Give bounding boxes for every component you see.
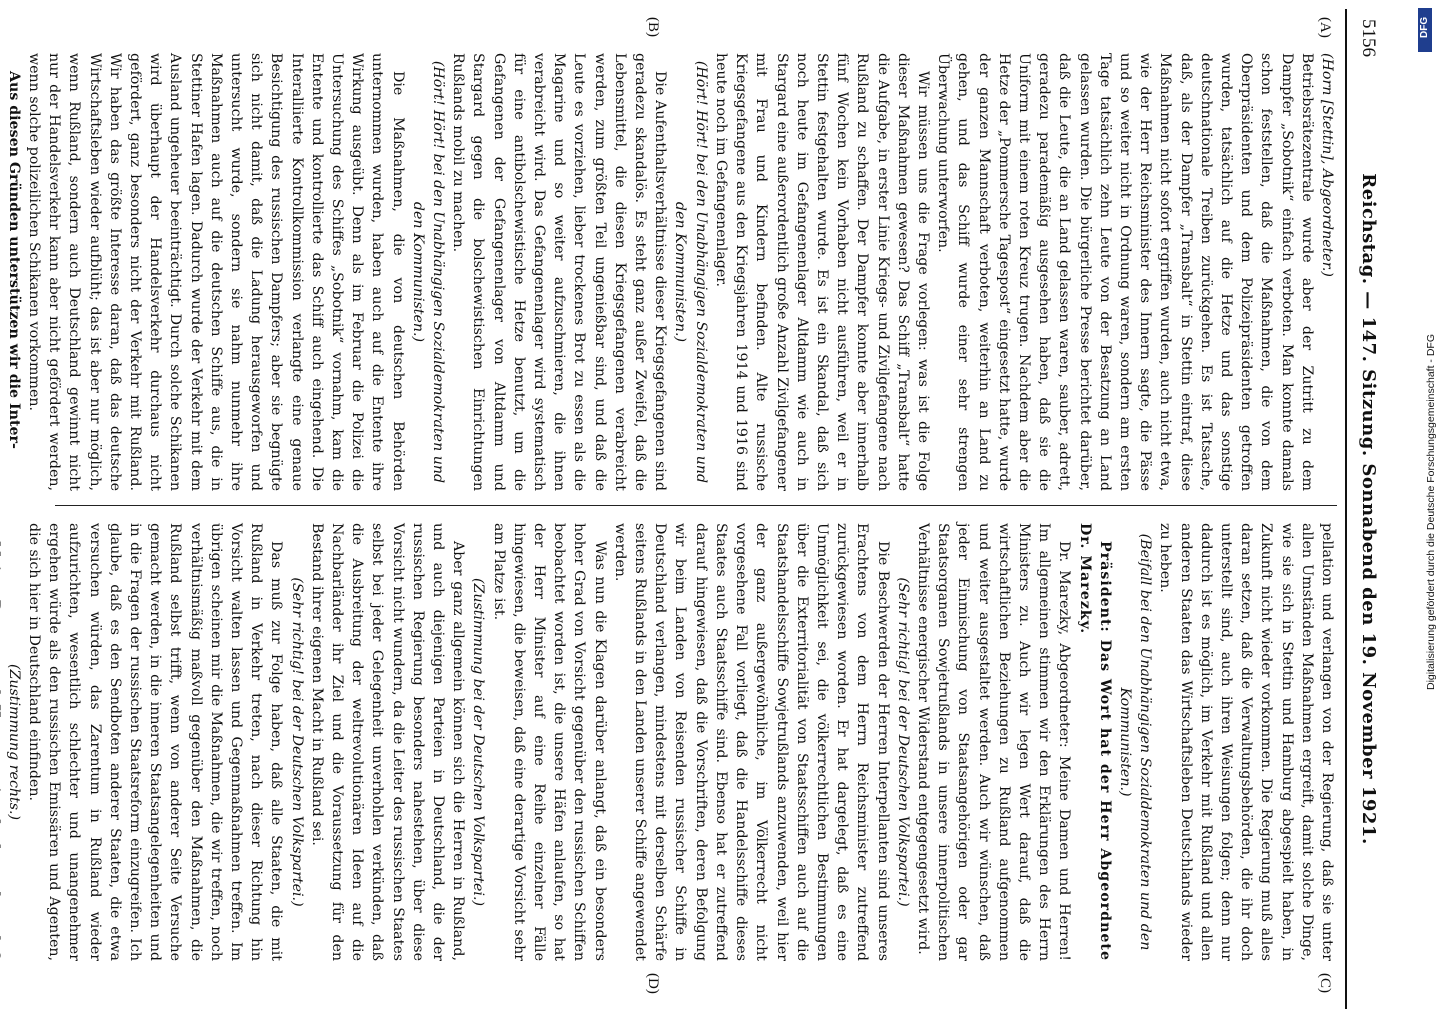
speaker-continuation: (Horn [Stettin], Abgeordneter.) <box>1319 53 1335 277</box>
paragraph: Was nun die Klagen darüber anlangt, daß ein besonders hoher Grad von Vorsicht gegenüber den russischen Schiffen beobachtet worden ist, die unsere Häfen anlaufen, so hat der Herr Minister auf eine Reihe einzelner Fälle hingewiesen, die beweisen, daß eine derartige Vorsicht sehr am Platze ist. <box>490 523 608 961</box>
interjection: (Zustimmung bei der Deutschen Volkspartei.) <box>470 577 487 907</box>
paragraph: Die Aufenthaltsverhältnisse dieser Kriegsgefangenen sind geradezu skandalös. Es steht ganz außer Zweifel, daß die Lebensmittel, die diesen Kriegsgefangenen verabreicht werden, zum größten Teil ungenießbar sind, und daß die Leute es vorziehen, lieber trockenes Brot zu essen als die Magarine und so weiter aufzuschmieren, die ihnen verabreicht wird. Das Gefangenenlager wird systematisch für eine antibolschewistische Hetze benutzt, um die Gefangenen der Gefangenenlager von Altdamm und Stargard gegen die bolschewistischen Einrichtungen Rußlands mobil zu machen. <box>450 53 669 491</box>
right-column <box>5 523 1337 961</box>
paragraph: Die Beschwerden der Herren Interpellanten sind unseres Erachtens von dem Herrn Reichsminister zutreffend zurückgewiesen worden. Er hat dargelegt, daß es eine Unmöglichkeit sei, die völkerrechtlichen Bestimmungen über die Exterritorialität von Staatsschiffen auch auf die Staatshandelsschiffe Sowjetrußlands anzuwenden, weil hier der ganz außergewöhnliche, im Völkerrecht nicht vorgesehene Fall vorliegt, daß die Handelsschiffe dieses Staates auch Staatsschiffe sind. Ebenso hat er zutreffend darauf hingewiesen, daß die Vorschriften, deren Befolgung wir beim Landen von Reisenden russischer Schiffe in Deutschland verlangen, mindestens mit derselben Schärfe seitens Rußlands in den Landen unserer Schiffe angewendet werden. <box>611 523 891 961</box>
speaker-opening: Dr. Marezky, Abgeordneter: Meine Damen und Herren! Im allgemeinen stimmen wir den Erklärungen des Herrn Ministers zu. Auch wir legen Wert darauf, daß die wirtschaftlichen Beziehungen zu Rußland aufgenommen und weiter ausgestaltet werden. Auch wir wünschen, daß jeder Einmischung von Staatsangehörigen oder gar Staatsorganen Sowjetrußlands in unsere innerpolitischen Verhältnisse energischer Widerstand entgegengesetzt wird. <box>914 523 1073 961</box>
interjection: (Zustimmung rechts.) <box>5 663 22 821</box>
paragraph: Aus diesen Gründen unterstützen wir die Inter- <box>5 71 22 449</box>
paragraph: Die Maßnahmen, die von deutschen Behörden unternommen wurden, haben auch auf die Entente ihre Wirkung ausgeübt. Denn als im Februar die Polizei die Untersuchung des Schiffes „Sobotnik“ vornahm, kam die Entente und kontrollierte das Schiff auch eingehend. Die Interalliierte Kontrollkommission verlangte eine genaue Besichtigung des russischen Dampfers; aber sie begnügte sich nicht damit, daß die Ladung herausgeworfen und untersucht wurde, sondern sie nahm nunmehr ihre Maßnahmen auch auf die deutschen Schiffe aus, die in Stettiner Hafen lagen. Dadurch wurde der Verkehr mit dem Ausland ungeheuer beeinträchtigt. Durch solche Schikanen wird überhaupt der Handelsverkehr durchaus nicht gefördert, ganz besonders nicht der Verkehr mit Rußland. Wir haben das größte Interesse daran, daß das deutsche Wirtschaftsleben wieder aufblüht; das ist aber nur möglich, wenn Rußland, sondern auch Deutschland gewinnt nicht nur der Handelsverkehr kann aber nicht gefördert werden, wenn solche polizeilichen Schikanen vorkommen. <box>26 53 406 491</box>
running-title: Reichstag. — 147. Sitzung. Sonnabend den 19. November 1921. <box>1358 173 1379 845</box>
page-number: 5156 <box>1358 19 1379 57</box>
paragraph: Aber ganz allgemein können sich die Herren in Rußland, und auch diejenigen Parteien in Deutschland, die der russischen Regierung besonders nahestehen, über diese Vorsicht nicht wundern, da die Leiter des russischen Staates selbst bei jeder Gelegenheit unverhohlen verkünden, daß die Ausbreitung der weltrevolutionären Ideen auf die Nachbarländer ihr Ziel und die Voraussetzung für den Bestand ihrer eigenen Macht in Rußland sei. <box>308 523 467 961</box>
column-divider <box>55 505 1337 506</box>
paragraph: pellation und verlangen von der Regierung, daß sie unter allen Umständen Maßnahmen ergreift, damit solche Dinge, wie sie sich in Stettin und Hamburg abgespielt haben, in Zukunft nicht wieder vorkommen. Die Regierung muß alles daran setzen, daß die Verwaltungsbehörden, die ihr doch unterstellt sind, auch ihren Weisungen folgen; denn nur dadurch ist es möglich, im Verkehr mit Rußland und allen anderen Staaten das Wirtschaftsleben Deutschlands wieder zu heben. <box>1157 523 1335 961</box>
paragraph: Wir müssen uns die Frage vorlegen: was ist die Folge dieser Maßnahmen gewesen? Das Schiff „Transbalt“ hatte die Aufgabe, in erster Linie Kriegs- und Zivilgefangene nach Rußland zu schaffen. Der Dampfer konnte aber innerhalb fünf Wochen kein Vorhaben nicht ausführen, weil er in Stettin festgehalten wurde. Es ist ein Skandal, daß sich noch heute im Gefangenenlager Altdamm wie auch in Stargard eine außerordentlich große Anzahl Zivilgefangener mit Frau und Kindern befinden. Alte russische Kriegsgefangene aus den Kriegsjahren 1914 und 1916 sind heute noch im Gefangenenlager. <box>712 53 931 492</box>
interjection: (Beifall bei den Unabhängigen Sozialdemokraten und den Kommunisten.) <box>1116 533 1154 951</box>
dfg-logo <box>1418 8 1432 52</box>
margin-letter-c: (C) <box>1317 973 1333 993</box>
interjection: (Sehr richtig! bei der Deutschen Volkspartei.) <box>288 577 305 907</box>
left-column <box>5 53 1337 492</box>
paragraph: Betriebsrätezentrale wurde aber der Zutritt zu dem Dampfer „Sobotnik“ einfach verboten. Man konnte damals schon feststellen, daß die Maßnahmen, die von dem Oberpräsidenten und dem Polizeipräsidenten getroffen wurden, tatsächlich auf die Hetze und das sonstige deutschnationale Treiben zurückgehen. Es ist Tatsache, daß, als der Dampfer „Transbalt“ in Stettin eintraf, diese Maßnahmen nicht sofort ergriffen wurden, auch nicht etwa, wie der Herr Reichsminister des Innern sagte, die Pässe und so weiter nicht in Ordnung waren, sondern am ersten Tage tatsächlich zehn Leute von der Besatzung an Land gelassen wurden. Die bürgerliche Presse berichtet darüber, daß die Leute, die an Land gelassen waren, sauber, adrett, geradezu parademäßig ausgesehen haben, daß sie die Uniform mit einem roten Kreuz trugen. Nachdem aber die Hetze der „Pommersche Tagespost“ eingesetzt hatte, wurde der ganzen Mannschaft verboten, weiterhin an Land zu gehen, und das Schiff wurde einer sehr strengen Überwachung unterworfen. <box>935 53 1315 491</box>
running-header <box>1345 9 1387 1009</box>
paragraph: Das muß zur Folge haben, daß alle Staaten, die mit Rußland in Verkehr treten, nach dieser Richtung hin Vorsicht walten lassen und Gegenmaßnahmen treffen. Im übrigen scheinen mir die Maßnahmen, die wir treffen, noch verhältnismäßig maßvoll gegenüber den Maßnahmen, die Rußland selbst trifft, wenn von anderer Seite Versuche gemacht werden, in die inneren Staatsangelegenheiten und in die Fragen der russischen Staatsreform einzugreifen. Ich glaube, daß es den Sendboten anderer Staaten, die etwa versuchen würden, das Zarentum in Rußland wieder aufzurichten, wesentlich schlechter und unangenehmer ergehen würde als den russischen Emissären und Agenten, die sich hier in Deutschland einfinden. <box>26 523 285 961</box>
president-remark: Präsident: Das Wort hat der Herr Abgeordnete Dr. Marezky. <box>1076 523 1113 961</box>
digitization-credit: Digitalisierung gefördert durch die Deutsche Forschungsgemeinschaft - DFG <box>1425 333 1437 690</box>
interjection: (Hört! Hört! bei den Unabhängigen Sozialdemokraten und den Kommunisten.) <box>409 60 447 484</box>
margin-letter-d: (D) <box>645 973 661 994</box>
paragraph <box>0 523 4 961</box>
margin-letter-b: (B) <box>645 17 661 37</box>
rotated-page <box>5 9 1387 1009</box>
interjection: (Hört! Hört! bei den Unabhängigen Sozialdemokraten und den Kommunisten.) <box>672 60 709 484</box>
interjection: (Sehr richtig! bei der Deutschen Volkspartei.) <box>894 577 911 907</box>
margin-letter-a: (A) <box>1317 17 1333 38</box>
dfg-logo-text: DFG <box>1419 16 1430 38</box>
